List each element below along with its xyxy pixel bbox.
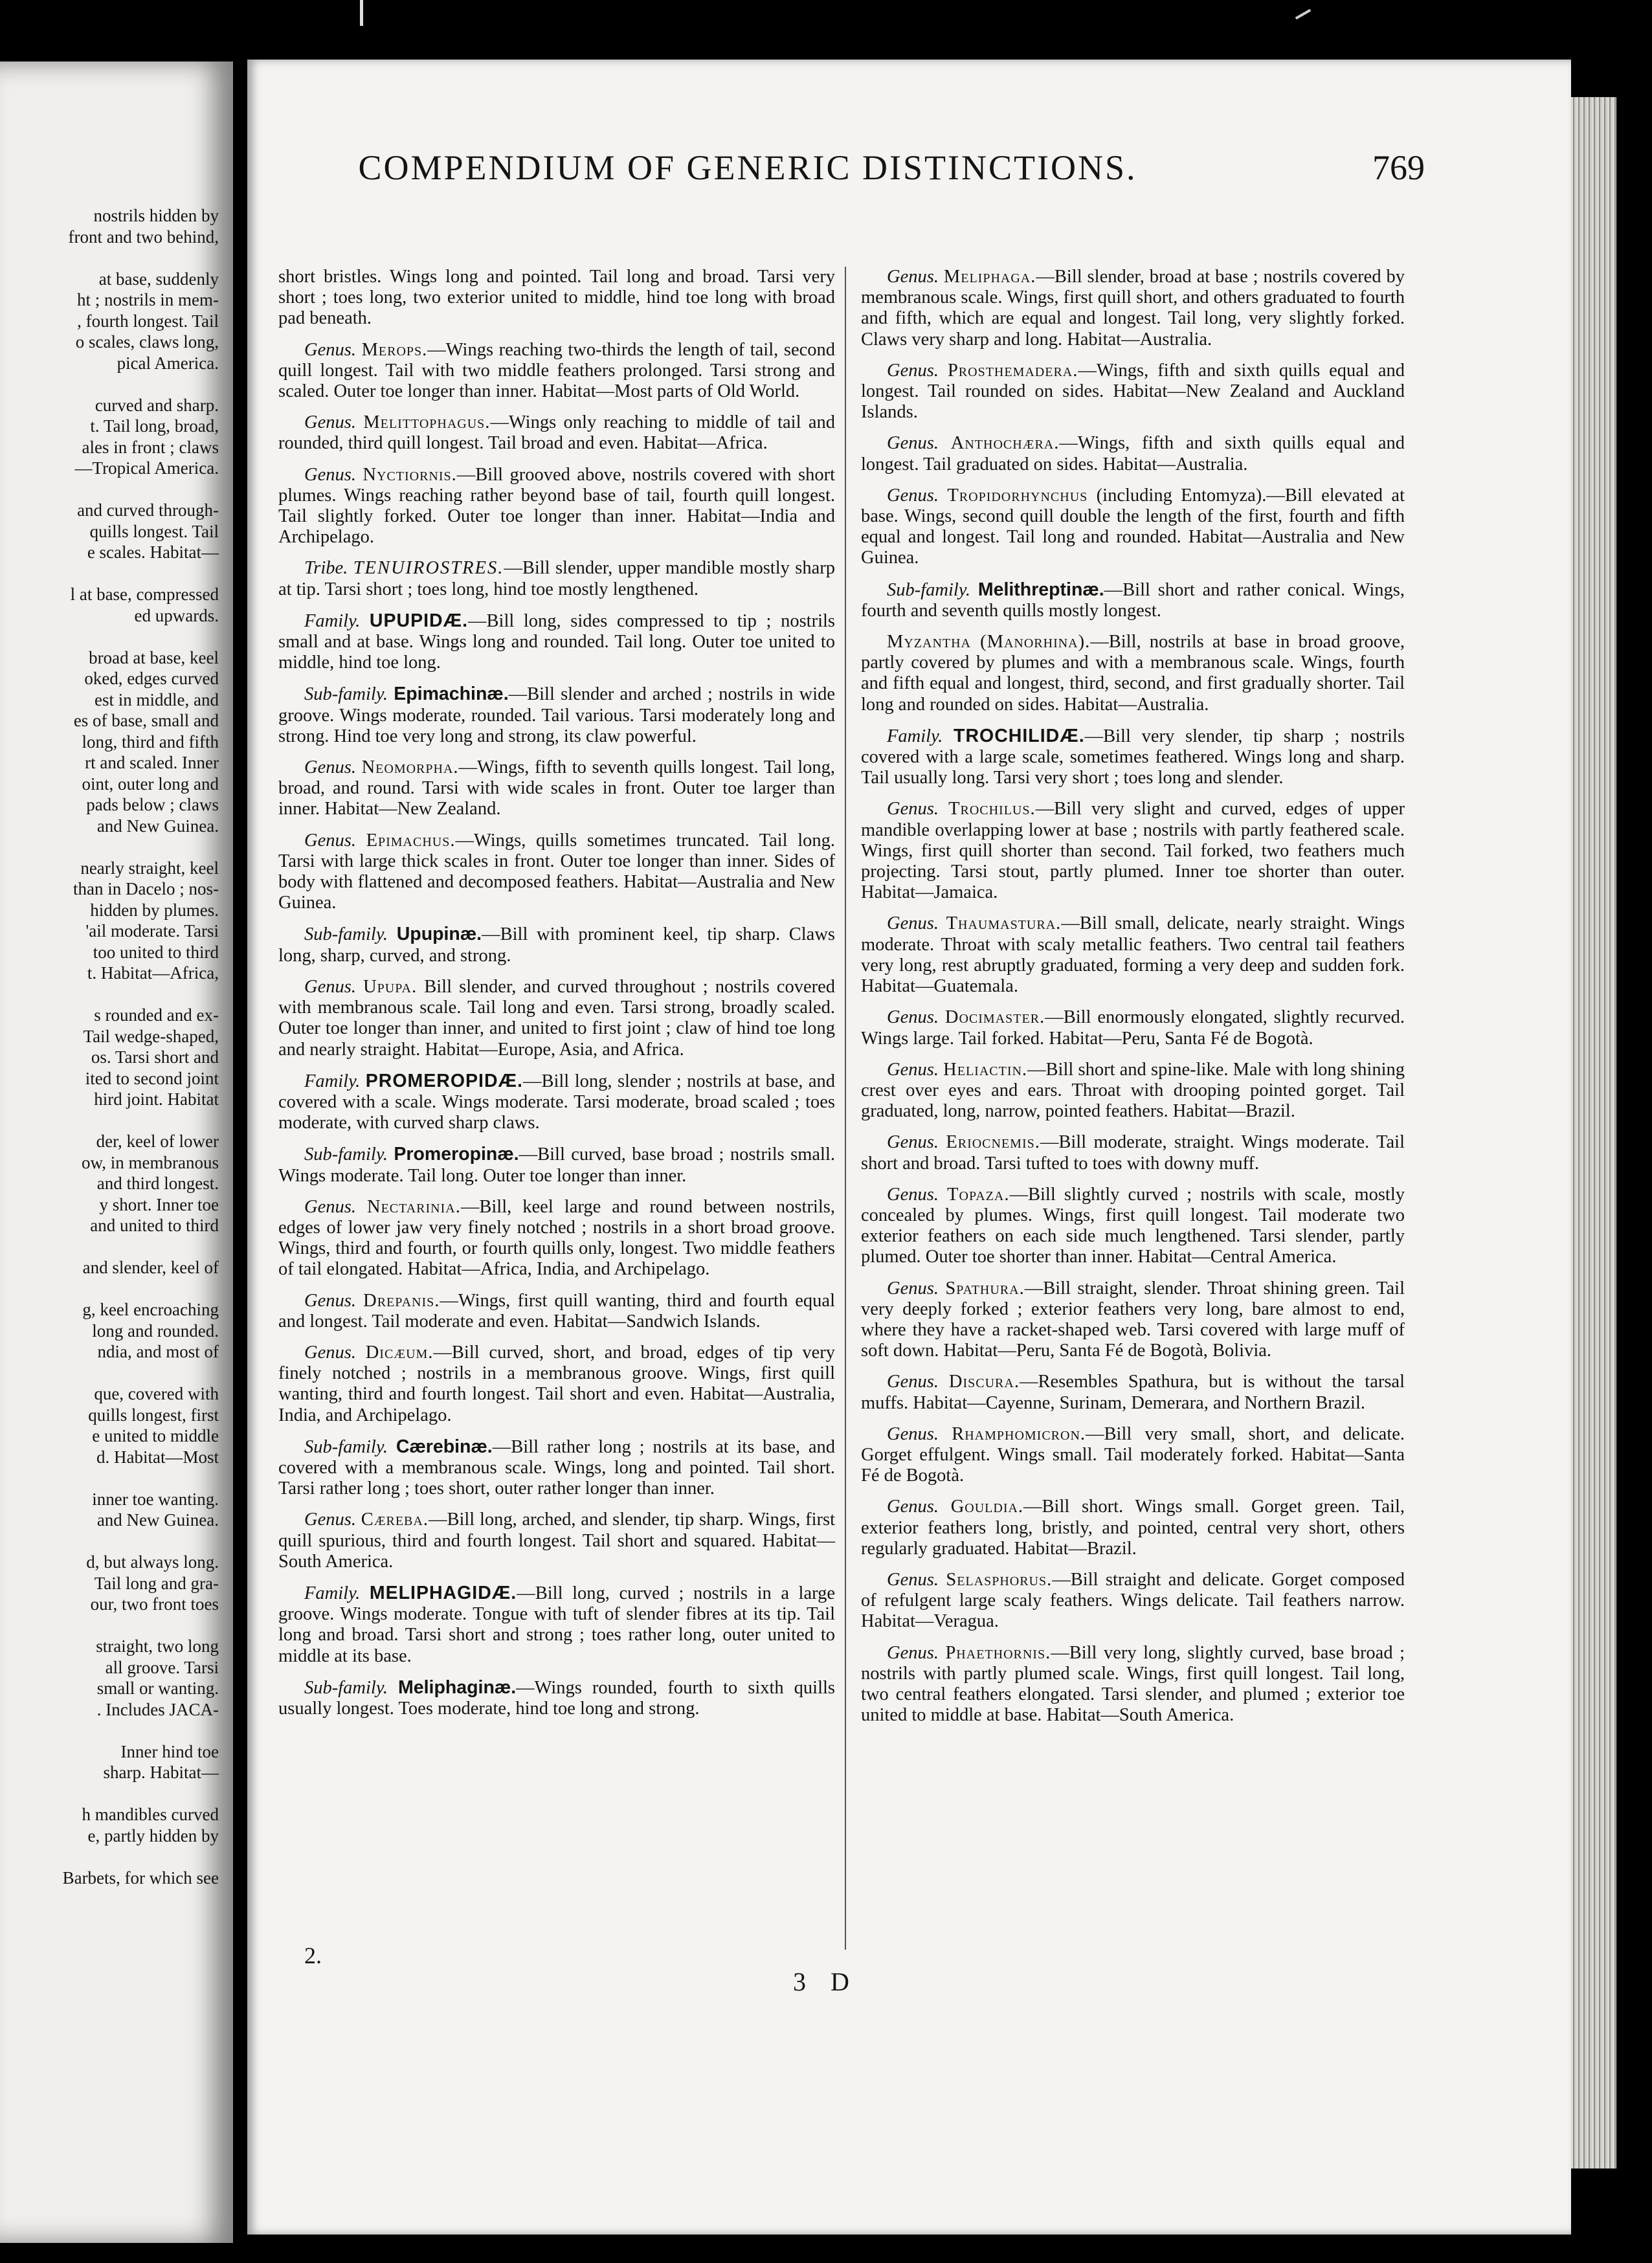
entry-rank-label: Sub-family. [304,1144,388,1165]
fragment-line: d, but always long. [86,1552,219,1572]
entry [278,1677,835,1719]
entry-taxon-name: Cæreba. [361,1510,429,1530]
entry [278,977,835,1060]
entry-rank-label: Genus. [304,976,356,997]
entry-description: —Bill, nostrils at base in broad groove, partly covered by plumes and with a membranous scale. Wings, fourth and fifth equal and longest, third, second, and first gradually shorter. Tail long and rounded on sides. Habitat—Australia. [861,632,1405,715]
entry-rank-label: Genus. [304,339,356,360]
entry-description: —Wings rounded, fourth to sixth quills usually longest. Toes moderate, hind toe long and strong. [278,1677,835,1719]
entry-taxon-name: Spathura. [945,1278,1025,1299]
entry [861,1007,1405,1049]
entry-rank-label: Genus. [887,1569,939,1590]
entry-description: (including Entomyza).—Bill elevated at base. Wings, second quill double the length of the first, fourth and fifth equal and longest. Tail long and rounded. Habitat—Australia and New Guinea. [861,485,1405,568]
signature-number: 2. [304,1943,322,1968]
fragment-line: pical America. [117,353,219,373]
entry-taxon-name: Tropidorhynchus [947,485,1088,506]
fragment-line: and third longest. [96,1174,219,1193]
entry [278,610,835,674]
entry-rank-label: Genus. [304,757,356,778]
fragment-line: t. Habitat—Africa, [87,963,219,983]
fragment-line: front and two behind, [68,227,219,247]
entry-rank-label: Genus. [887,1372,939,1392]
entry [278,757,835,820]
fragment-line: ales in front ; claws [82,437,219,457]
entry [278,924,835,966]
entry-rank-label: Genus. [887,1132,939,1153]
right-column [861,267,1405,1736]
entry-description: —Bill grooved above, nostrils covered with short plumes. Wings reaching rather beyond base of tail, fourth quill longest. Tail slightly forked. Outer toe longer than inner. Habitat—India and Archipelago. [278,464,835,548]
fragment-line: y short. Inner toe [99,1194,219,1214]
fragment-line: est in middle, and [95,689,219,709]
entry-description: —Bill slender, upper mandible mostly sharp at tip. Tarsi short ; toes long, hind toe mostly lengthened. [278,558,835,599]
entry-description: —Wings, quills sometimes truncated. Tail long. Tarsi with large thick scales in front. Outer toe longer than inner. Sides of body with flattened and decomposed feathers. Habitat—Australia and New Guinea. [278,830,835,913]
fragment-line: os. Tarsi short and [91,1047,219,1067]
entry-rank-label: Genus. [887,1497,939,1517]
entry-taxon-name: Docimaster. [944,1007,1045,1028]
entry-taxon-name: Nyctiornis. [363,464,457,485]
entry-rank-label: Genus. [887,1642,939,1663]
fragment-line: Inner hind toe [120,1741,219,1761]
entry [861,1424,1405,1487]
entry-description: —Wings reaching two-thirds the length of tail, second quill longest. Tail with two middle feathers prolonged. Tarsi strong and scaled. Outer toe longer than inner. Habitat—Most parts of Old World. [278,339,836,402]
fragment-line: than in Dacelo ; nos- [73,879,219,898]
scan-mark [1295,9,1312,19]
entry-description: short bristles. Wings long and pointed. Tail long and broad. Tarsi very short ; toes long, two exterior united to middle, hind toe long with broad pad beneath. [278,267,835,329]
entry [278,1291,835,1332]
entry-taxon-name: Neomorpha. [361,757,459,778]
fragment-line: oint, outer long and [82,774,219,794]
entry [861,1185,1405,1268]
entry-rank-label: Genus. [304,1196,356,1217]
entry-rank-label: Sub-family. [304,1677,388,1698]
fragment-line: d. Habitat—Most [96,1447,219,1467]
entry-description: —Bill slender and arched ; nostrils in wide groove. Wings moderate, rounded. Tail various. Tarsi moderately long and strong. Hind toe very long and strong, its claw powerful. [278,684,836,746]
entry-taxon-name: Nectarinia. [366,1196,461,1217]
entry [861,1132,1405,1174]
entry-rank-label: Genus. [887,485,939,506]
entry-description: —Bill short and rather conical. Wings, fourth and seventh quills mostly longest. [861,579,1405,621]
entry-taxon-name: TROCHILIDÆ. [954,725,1085,746]
entry-taxon-name: PROMEROPIDÆ. [365,1070,523,1091]
entry-rank-label: Genus. [887,799,939,819]
fragment-line: at base, suddenly [98,269,219,289]
fragment-line: l at base, compressed [70,585,219,604]
entry-taxon-name: UPUPIDÆ. [369,610,469,631]
entry-description: —Resembles Spathura, but is without the tarsal muffs. Habitat—Cayenne, Surinam, Demerara, and Northern Brazil. [861,1372,1405,1413]
entry-taxon-name: Dicæum. [365,1342,434,1363]
fragment-line: ht ; nostrils in mem- [77,290,219,309]
entry-description: —Bill straight, slender. Throat shining green. Tail very deeply forked ; exterior feathers very long, bare almost to end, where they have a racket-shaped web. Tarsi covered with large muff of soft down. Habitat—Peru, Santa Fé de Bogotà, Bolivia. [861,1278,1405,1361]
fragment-line: sharp. Habitat— [103,1763,219,1782]
entry-description: —Wings, first quill wanting, third and fourth equal and longest. Tail moderate and even. Habitat—Sandwich Islands. [278,1290,836,1332]
entry [861,913,1405,997]
fragment-line: que, covered with [94,1384,219,1403]
entry-taxon-name: Topaza. [947,1184,1010,1205]
entry-rank-label: Genus. [304,1510,356,1530]
entry-description: —Bill long, arched, and slender, tip sharp. Wings, first quill spurious, third and fourth longest. Tail short and squared. Habitat—South America. [278,1510,836,1572]
fragment-line: —Tropical America. [74,458,219,478]
entry-taxon-name: Upupa. [363,976,418,997]
entry [861,361,1405,423]
entry [861,1497,1405,1559]
entry-description: —Bill moderate, straight. Wings moderate. Tail short and broad. Tarsi tufted to toes with downy muff. [861,1132,1405,1174]
entry-rank-label: Genus. [887,1059,939,1080]
fragment-line: quills longest, first [88,1405,219,1425]
fragment-line: ndia, and most of [97,1342,219,1361]
entry-taxon-name: Trochilus. [948,799,1036,819]
entry [861,1372,1405,1413]
previous-page-fragment [0,61,233,2243]
entry-taxon-name: Eriocnemis. [946,1132,1040,1153]
entry-taxon-name: Meliphaga. [943,267,1036,287]
entry-rank-label: Tribe. [304,558,348,579]
entry [861,632,1405,715]
fragment-line: s rounded and ex- [94,1005,219,1025]
entry-description: Bill slender, and curved throughout ; nostrils covered with membranous scale. Tail long and even. Tarsi strong, broadly scaled. Outer toe longer than inner, and united to first joint ; claw of hind toe long and nearly straight. Habitat—Europe, Asia, and Africa. [278,976,836,1060]
page-edges [1571,97,1616,2168]
entry-taxon-name: Phaethornis. [945,1642,1051,1663]
entry-rank-label: Family. [887,726,943,746]
entry [861,1278,1405,1362]
fragment-line: pads below ; claws [86,795,219,814]
fragment-line: and curved through- [77,500,219,520]
entry-rank-label: Genus. [304,412,356,433]
fragment-line: broad at base, keel [89,647,219,667]
fragment-line: ited to second joint [85,1068,219,1088]
fragment-line: and New Guinea. [96,1510,219,1530]
entry-taxon-name: Selasphorus. [946,1569,1053,1590]
entry-taxon-name: Drepanis. [363,1290,440,1311]
fragment-line: curved and sharp. [95,395,219,415]
fragment-line: and New Guinea. [96,816,219,836]
entry-taxon-name: Upupinæ. [396,924,482,945]
entry [278,1144,835,1186]
fragment-line: oked, edges curved [84,669,219,688]
entry-description: —Bill long, slender ; nostrils at base, and covered with a scale. Wings moderate. Tarsi moderate, broad scaled ; toes moderate, with curved sharp claws. [278,1071,836,1133]
fragment-line: long and rounded. [92,1321,219,1341]
left-column [278,267,835,1730]
entry-taxon-name: Epimachus. [366,830,456,851]
entry [278,558,835,599]
fragment-line: Barbets, for which see [62,1867,219,1888]
entry-description: —Bill enormously elongated, slightly recurved. Wings large. Tail forked. Habitat—Peru, Santa Fé de Bogotà. [861,1007,1405,1049]
fragment-line: nearly straight, keel [80,858,219,878]
fragment-line: o scales, claws long, [75,332,219,351]
page-number: 769 [1372,148,1425,187]
entry-description: —Wings, fifth and sixth quills equal and longest. Tail graduated on sides. Habitat—Australia. [861,433,1405,474]
entry-taxon-name: Gouldia. [950,1497,1024,1517]
entry [278,1343,835,1426]
entry [861,1570,1405,1633]
entry-description: —Bill very slight and curved, edges of upper mandible overlapping lower at base ; nostrils with partly feathered scale. Wings, first quill shorter than second. Tail forked, two feathers much projecting. Tarsi stout, partly plumed. Inner toe shorter than outer. Habitat—Jamaica. [861,799,1405,903]
entry [861,267,1405,350]
entry [861,799,1405,903]
entry [278,267,835,329]
entry-description: —Bill very slender, tip sharp ; nostrils covered with a large scale, sometimes feathered. Wings long and sharp. Tail usually long. Tarsi very short ; toes long and slender. [861,726,1405,788]
entry-description: —Bill curved, base broad ; nostrils small. Wings moderate. Tail long. Outer toe longer than inner. [278,1144,835,1186]
fragment-line: all groove. Tarsi [105,1657,219,1677]
entry [278,1197,835,1280]
fragment-line: rt and scaled. Inner [85,753,219,772]
entry-rank-label: Genus. [887,433,939,454]
entry-rank-label: Sub-family. [304,684,388,705]
fragment-line: ow, in membranous [82,1152,219,1172]
entry [861,1060,1405,1122]
fragment-line: . Includes JACA- [96,1699,219,1719]
entry-description: —Bill straight and delicate. Gorget composed of refulgent large scaly feathers. Wings delicate. Tail feathers narrow. Habitat—Veragua. [861,1569,1405,1632]
entry-rank-label: Genus. [304,464,356,485]
fragment-line: 'ail moderate. Tarsi [85,921,219,941]
entry-rank-label: Genus. [887,913,939,934]
entry [861,1643,1405,1726]
entry [861,579,1405,621]
entry [278,340,835,403]
entry-rank-label: Genus. [887,1007,939,1028]
entry-taxon-name: Meliphaginæ. [398,1677,517,1698]
entry-description: —Wings, fifth and sixth quills equal and longest. Tail rounded on sides. Habitat—New Zealand and Auckland Islands. [861,360,1405,423]
fragment-line: e, partly hidden by [87,1825,219,1845]
column-rule [845,267,846,1950]
entry [278,1510,835,1572]
entry-description: —Bill long, sides compressed to tip ; nostrils small and at base. Wings long and rounded. Tail long. Outer toe united to middle, hind toe long. [278,610,836,673]
entry-description: —Wings only reaching to middle of tail and rounded, third quill longest. Tail broad and even. Habitat—Africa. [278,412,836,454]
signature-mark: 3 D [793,1967,858,1996]
scan-mark [360,0,363,26]
fragment-line: nostrils hidden by [93,206,219,225]
entry [278,465,835,548]
entry [278,684,835,747]
entry-rank-label: Sub-family. [304,924,388,945]
entry-rank-label: Genus. [887,1423,939,1444]
fragment-line: ed upwards. [134,605,219,625]
fragment-line: , fourth longest. Tail [77,311,219,331]
entry-rank-label: Family. [304,610,361,631]
fragment-line: long, third and fifth [82,731,219,752]
entry-description: —Bill slender, broad at base ; nostrils covered by membranous scale. Wings, first quill short, and others graduated to fourth and fifth, which are equal and longest. Tail long, very slightly forked. Claws very sharp and long. Habitat—Australia. [861,267,1405,350]
fragment-line: small or wanting. [96,1678,219,1698]
entry-rank-label: Genus. [887,1278,939,1299]
entry-rank-label: Genus. [304,1290,356,1311]
entry [278,831,835,914]
fragment-line: too united to third [93,942,219,962]
entry-taxon-name: Melithreptinæ. [977,579,1104,600]
entry-taxon-name: Merops. [361,339,428,360]
entry-taxon-name: Epimachinæ. [394,684,509,705]
entry-description: —Bill slightly curved ; nostrils with scale, mostly concealed by plumes. Wings, first quill longest. Tail moderate two exterior feathers on each side much lengthened. Tarsi slender, partly plumed. Outer toe shorter than inner. Habitat—Central America. [861,1184,1405,1267]
fragment-line: our, two front toes [90,1594,219,1614]
fragment-line: t. Tail long, broad, [90,416,219,436]
fragment-line: and slender, keel of [82,1258,219,1277]
entry-description: —Bill very long, slightly curved, base broad ; nostrils with partly plumed scale. Wings, first quill longest. Tail long, two central feathers elongated. Tarsi slender, and plumed ; exterior toe united to middle at base. Habitat—South America. [861,1642,1405,1726]
entry [861,726,1405,789]
entry-description: —Bill long, curved ; nostrils in a large groove. Wings moderate. Tongue with tuft of slender fibres at its tip. Tail long and broad. Tarsi short and strong ; toes rather long, outer united to middle at its base. [278,1583,835,1666]
entry-taxon-name: Melittophagus. [363,412,491,433]
entry-rank-label: Family. [304,1583,361,1603]
entry-description: —Bill, keel large and round between nostrils, edges of lower jaw very finely notched ; nostrils in a short broad groove. Wings, third and fourth, or fourth quills only, longest. Two middle feathers of tail elongated. Habitat—Africa, India, and Archipelago. [278,1196,835,1280]
entry-rank-label: Genus. [887,267,939,287]
entry-taxon-name: TENUIROSTRES. [353,558,504,579]
fragment-line: inner toe wanting. [92,1489,219,1509]
fragment-line: e united to middle [92,1426,219,1445]
entry [278,1436,835,1500]
entry-description: —Wings, fifth to seventh quills longest. Tail long, broad, and round. Tarsi with wide scales in front. Outer toe larger than inner. Habitat—New Zealand. [278,757,836,819]
fragment-line: h mandibles curved [82,1805,219,1824]
entry-taxon-name: Rhamphomicron. [952,1423,1086,1444]
entry-taxon-name: Prosthemadera. [947,360,1078,381]
entry-description: —Bill small, delicate, nearly straight. Wings moderate. Throat with scaly metallic feathers. Two central tail feathers very long, rest abruptly graduated, forming a very deep and sudden fork. Habitat—Guatemala. [861,913,1405,997]
entry-taxon-name: Promeropinæ. [394,1144,519,1165]
fragment-line: e scales. Habitat— [87,542,219,562]
entry [861,433,1405,474]
fragment-line: der, keel of lower [96,1132,219,1151]
entry-rank-label: Sub-family. [304,1436,388,1457]
fragment-line: straight, two long [96,1636,219,1656]
entry [861,485,1405,569]
entry [278,1071,835,1134]
entry-taxon-name: Cærebinæ. [396,1436,493,1457]
entry [278,412,835,454]
entry-taxon-name: Anthochæra. [950,433,1060,454]
entry-description: —Bill short and spine-like. Male with long shining crest over eyes and ears. Throat with drooping pointed gorget. Tail graduated, long, narrow, pointed feathers. Habitat—Brazil. [861,1059,1405,1122]
entry-rank-label: Sub-family. [887,579,971,600]
entry-taxon-name: Discura. [948,1372,1020,1392]
fragment-line: hird joint. Habitat [94,1089,219,1109]
entry-rank-label: Family. [304,1071,361,1091]
fragment-line: quills longest. Tail [89,521,219,541]
entry [278,1583,835,1667]
entry-description: —Bill with prominent keel, tip sharp. Claws long, sharp, curved, and strong. [278,924,835,966]
running-head: COMPENDIUM OF GENERIC DISTINCTIONS. [358,148,1137,187]
fragment-line: and united to third [90,1216,219,1235]
entry-taxon-name: MELIPHAGIDÆ. [369,1582,517,1603]
entry-description: —Bill curved, short, and broad, edges of tip very finely notched ; nostrils in a membranous groove. Wings, first quill wanting, third and fourth longest. Tail short and even. Habitat—Australia, India, and Archipelago. [278,1342,835,1425]
entry-rank-label: Genus. [304,1342,356,1363]
entry-taxon-name: Myzantha (Manorhina). [887,632,1091,652]
fragment-line: Tail long and gra- [94,1573,219,1593]
entry-rank-label: Genus. [887,1184,939,1205]
entry-description: —Bill rather long ; nostrils at its base, and covered with a membranous scale. Wings, long and pointed. Tail short. Tarsi rather long ; toes short, outer rather longer than inner. [278,1436,835,1499]
entry-description: —Bill very small, short, and delicate. Gorget effulgent. Wings small. Tail moderately forked. Habitat—Santa Fé de Bogotà. [861,1423,1405,1486]
entry-rank-label: Genus. [887,360,939,381]
fragment-line: hidden by plumes. [90,900,219,920]
entry-description: —Bill short. Wings small. Gorget green. Tail, exterior feathers long, bristly, and pointed, central very short, others regularly graduated. Habitat—Brazil. [861,1497,1405,1559]
fragment-line: es of base, small and [73,711,219,730]
fragment-line: Tail wedge-shaped, [83,1026,219,1046]
fragment-line: g, keel encroaching [82,1300,219,1319]
entry-taxon-name: Heliactin. [943,1059,1028,1080]
entry-taxon-name: Thaumastura. [946,913,1062,934]
entry-rank-label: Genus. [304,830,356,851]
